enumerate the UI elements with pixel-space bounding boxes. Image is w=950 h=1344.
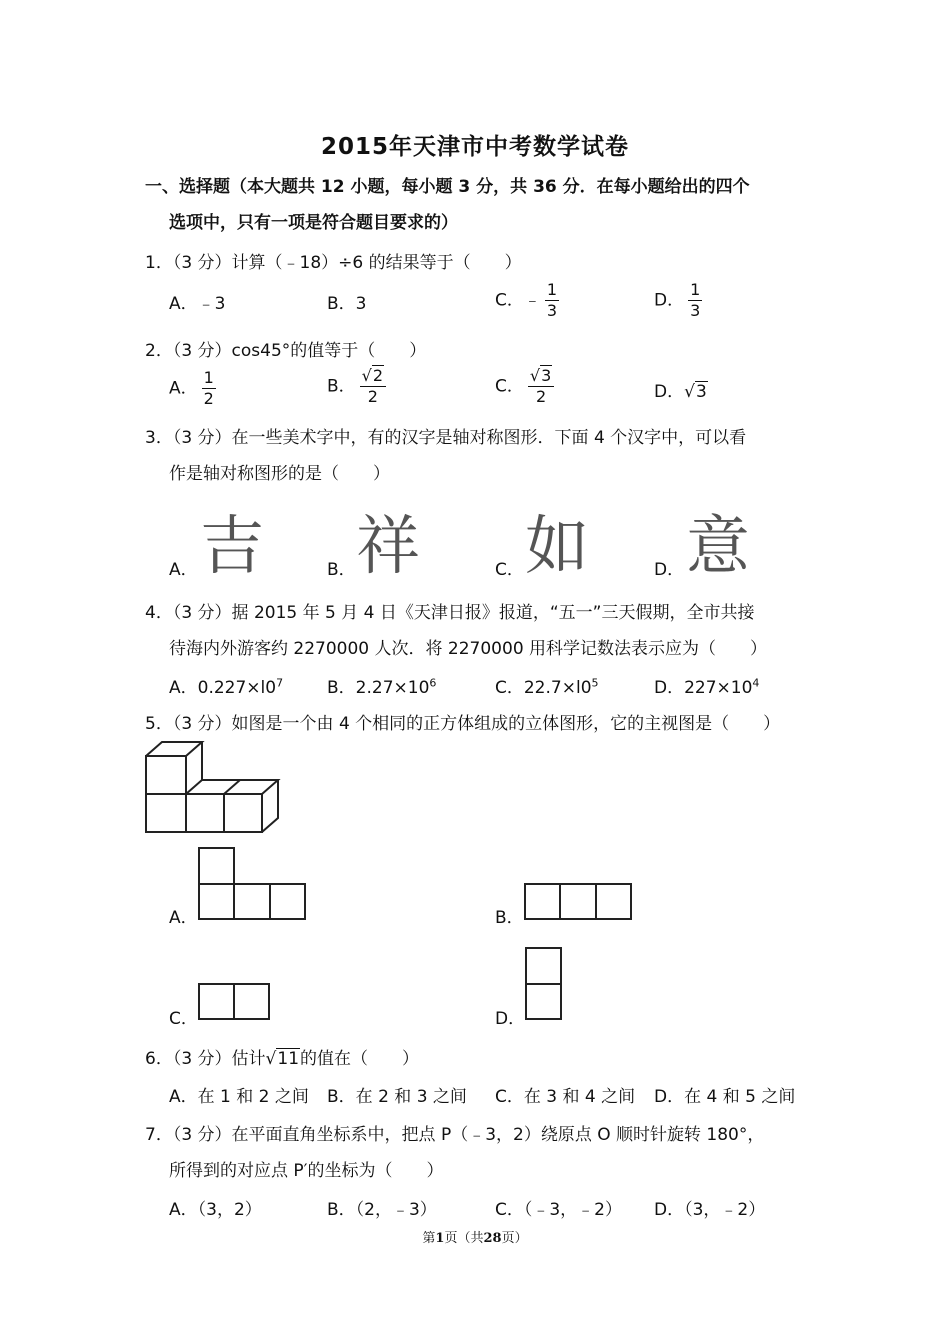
option-text: D．227×10 xyxy=(654,678,753,698)
sqrt-symbol: √2 xyxy=(361,366,384,385)
denominator: 3 xyxy=(546,301,558,320)
q3-option-d-label[interactable]: D． xyxy=(654,560,685,580)
numerator: 1 xyxy=(546,280,558,299)
q5-option-b-label[interactable]: B． xyxy=(495,908,524,928)
fraction xyxy=(528,368,554,405)
question-4-stem-line2: 待海内外游客约 2270000 人次．将 2270000 用科学记数法表示应为（ ） xyxy=(169,639,768,659)
q7-option-b[interactable]: B．（2，﹣3） xyxy=(327,1200,437,1220)
q3-option-b-char: 祥 xyxy=(356,510,420,584)
q4-option-d[interactable] xyxy=(654,673,759,698)
option-label: A． xyxy=(169,378,198,399)
q3-option-c-label[interactable]: C． xyxy=(495,560,524,580)
q1-option-d[interactable] xyxy=(654,282,702,319)
question-4-stem-line1: 4．（3 分）据 2015 年 5 月 4 日《天津日报》报道，“五一”三天假期，全市共接 xyxy=(145,603,755,623)
q3-option-d-char: 意 xyxy=(686,510,750,584)
q1-option-c[interactable] xyxy=(495,282,559,319)
numerator xyxy=(528,368,554,387)
q5-option-b-figure xyxy=(524,883,634,921)
q3-option-b-label[interactable]: B． xyxy=(327,560,356,580)
q2-option-d[interactable] xyxy=(654,377,708,402)
question-5-stem: 5．（3 分）如图是一个由 4 个相同的正方体组成的立体图形，它的主视图是（ ） xyxy=(145,714,781,734)
page-title: 2015年天津市中考数学试卷 xyxy=(320,134,629,160)
section-heading-line1: 一、选择题（本大题共 12 小题，每小题 3 分，共 36 分．在每小题给出的四个 xyxy=(145,177,750,197)
footer-total-pages: 28 xyxy=(483,1231,502,1246)
denominator: 2 xyxy=(535,387,547,406)
q7-option-a[interactable]: A．（3，2） xyxy=(169,1200,262,1220)
q5-option-d-label[interactable]: D． xyxy=(495,1009,526,1029)
q6-option-b[interactable]: B．在 2 和 3 之间 xyxy=(327,1087,467,1107)
question-2-stem: 2．（3 分）cos45°的值等于（ ） xyxy=(145,341,427,361)
option-label: D． xyxy=(654,382,685,402)
exponent: 4 xyxy=(752,676,760,690)
footer-suffix: 页） xyxy=(501,1231,528,1246)
exponent: 6 xyxy=(429,676,437,690)
sqrt-symbol: √3 xyxy=(684,382,707,402)
fraction xyxy=(202,370,216,407)
question-6-stem xyxy=(145,1044,419,1069)
q7-option-d[interactable]: D．（3，﹣2） xyxy=(654,1200,766,1220)
numerator xyxy=(360,368,386,387)
option-label: C． xyxy=(495,290,524,311)
q5-option-d-figure xyxy=(525,947,563,1021)
radicand: 2 xyxy=(372,366,384,385)
q4-option-a[interactable] xyxy=(169,673,283,698)
footer-prefix: 第 xyxy=(422,1231,436,1246)
footer-mid: 页（共 xyxy=(444,1231,484,1246)
q4-option-b[interactable] xyxy=(327,673,436,698)
question-1-stem: 1．（3 分）计算（﹣18）÷6 的结果等于（ ） xyxy=(145,253,522,273)
footer-page-number: 1 xyxy=(435,1231,445,1246)
option-label: C． xyxy=(495,376,524,397)
radicand: 3 xyxy=(541,366,552,385)
option-label: B． xyxy=(327,376,356,397)
denominator: 2 xyxy=(203,389,214,408)
radicand: 3 xyxy=(695,382,707,402)
q5-option-c-figure xyxy=(198,983,272,1021)
question-3-stem-line1: 3．（3 分）在一些美术字中，有的汉字是轴对称图形．下面 4 个汉字中，可以看 xyxy=(145,428,747,448)
q3-option-c-char: 如 xyxy=(525,510,589,584)
q2-option-b[interactable] xyxy=(327,368,386,405)
q6-option-d[interactable]: D．在 4 和 5 之间 xyxy=(654,1087,796,1107)
q1-option-b[interactable]: B．3 xyxy=(327,294,367,314)
minus-sign: ﹣ xyxy=(523,290,541,311)
numerator: 1 xyxy=(203,368,214,387)
question-7-stem-line1: 7．（3 分）在平面直角坐标系中，把点 P（﹣3，2）绕原点 O 顺时针旋转 180°， xyxy=(145,1125,765,1145)
cube-solid-figure xyxy=(140,738,290,838)
q6-option-a[interactable]: A．在 1 和 2 之间 xyxy=(169,1087,309,1107)
exponent: 5 xyxy=(591,676,599,690)
fraction xyxy=(688,282,702,319)
q3-option-a-char: 吉 xyxy=(200,510,264,584)
section-heading-line2: 选项中，只有一项是符合题目要求的） xyxy=(169,213,458,233)
numerator: 1 xyxy=(690,280,701,299)
q1-option-a[interactable]: A．﹣3 xyxy=(169,294,226,314)
q4-option-c[interactable] xyxy=(495,673,599,698)
q6-option-c[interactable]: C．在 3 和 4 之间 xyxy=(495,1087,636,1107)
option-text: B．2.27×10 xyxy=(327,678,430,698)
sqrt-symbol: √11 xyxy=(265,1049,300,1069)
question-3-stem-line2: 作是轴对称图形的是（ ） xyxy=(169,464,390,484)
q5-option-c-label[interactable]: C． xyxy=(169,1009,198,1029)
q2-option-a[interactable] xyxy=(169,370,216,407)
q5-option-a-figure xyxy=(198,847,308,921)
q3-option-a-label[interactable]: A． xyxy=(169,560,198,580)
q2-option-c[interactable] xyxy=(495,368,554,405)
stem-prefix: 6．（3 分）估计 xyxy=(145,1049,266,1069)
sqrt-symbol: √3 xyxy=(529,366,552,385)
exponent: 7 xyxy=(276,676,284,690)
option-label: D． xyxy=(654,290,685,311)
q7-option-c[interactable]: C．（﹣3，﹣2） xyxy=(495,1200,623,1220)
radicand: 11 xyxy=(277,1049,300,1069)
denominator: 3 xyxy=(690,301,701,320)
fraction xyxy=(545,282,559,319)
fraction xyxy=(360,368,386,405)
denominator: 2 xyxy=(367,387,378,406)
stem-suffix: 的值在（ ） xyxy=(300,1049,420,1069)
question-7-stem-line2: 所得到的对应点 P′的坐标为（ ） xyxy=(169,1161,444,1181)
page-footer xyxy=(0,1227,950,1246)
option-text: C．22.7×l0 xyxy=(495,678,592,698)
option-text: A．0.227×l0 xyxy=(169,678,277,698)
q5-option-a-label[interactable]: A． xyxy=(169,908,198,928)
